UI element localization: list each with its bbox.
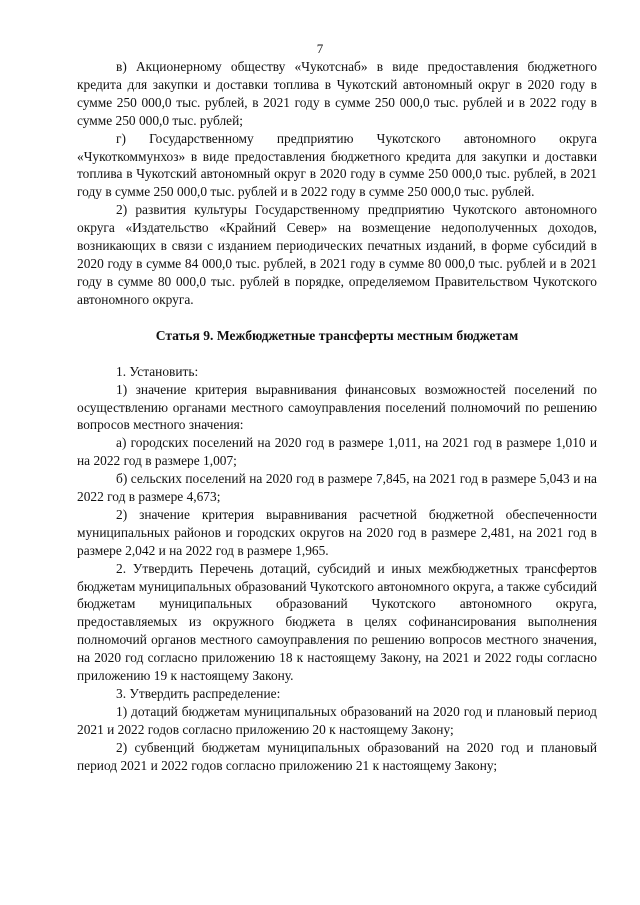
- paragraph-rural-settlements: б) сельских поселений на 2020 год в размере 7,845, на 2021 год в размере 5,043 и на 2022 год в размере 4,673;: [77, 471, 597, 505]
- paragraph-chukotsnab-credit: в) Акционерному обществу «Чукотснаб» в виде предоставления бюджетного кредита для закупки и доставки топлива в Чукотский автономный округ в 2020 году в сумме 250 000,0 тыс. рублей, в 2021 году в сумме 250 000,0 тыс. рублей и в 2022 году в сумме 250 000,0 тыс. рублей;: [77, 59, 597, 128]
- paragraph-approve-distribution: 3. Утвердить распределение:: [116, 686, 281, 701]
- paragraph-subventions: 2) субвенций бюджетам муниципальных образований на 2020 год и плановый период 2021 и 2022 годов согласно приложению 21 к настоящему Закону;: [77, 739, 597, 773]
- article-9-heading: Статья 9. Межбюджетные трансферты местным бюджетам: [155, 327, 519, 343]
- paragraph-approve-list: 2. Утвердить Перечень дотаций, субсидий и иных межбюджетных трансфертов бюджетам муниципальных образований Чукотского автономного округа, а также субсидий бюджетам муниципальных образований Чукотского автономного округа, предоставляемых из окружного бюджета в целях софинансирования выполнения полномочий органов местного самоуправления по решению вопросов местного значения, на 2020 год согласно приложению 18 к настоящему Закону, на 2021 и 2022 годы согласно приложению 19 к настоящему Закону.: [77, 560, 597, 684]
- paragraph-culture-subsidy: 2) развития культуры Государственному предприятию Чукотского автономного округа «Издательство «Крайний Север» на возмещение недополученных доходов, возникающих в связи с изданием периодических печатных изданий, в форме субсидий в 2020 году в сумме 84 000,0 тыс. рублей, в 2021 году в сумме 80 000,0 тыс. рублей и в 2021 году в сумме 80 000,0 тыс. рублей в порядке, определяемом Правительством Чукотского автономного округа.: [77, 202, 597, 307]
- paragraph-chukotkommunhoz-credit: г) Государственному предприятию Чукотского автономного округа «Чукоткоммунхоз» в виде предоставления бюджетного кредита для закупки и доставки топлива в Чукотский автономный округ в 2020 году в сумме 250 000,0 тыс. рублей, в 2021 году в сумме 250 000,0 тыс. рублей и в 2022 году в сумме 250 000,0 тыс. рублей.: [77, 130, 597, 200]
- paragraph-criterion-settlements: 1) значение критерия выравнивания финансовых возможностей поселений по осуществлению органами местного самоуправления поселений полномочий по решению вопросов местного значения:: [77, 381, 597, 433]
- page-number: 7: [316, 41, 324, 56]
- paragraph-establish: 1. Установить:: [116, 363, 199, 379]
- paragraph-urban-settlements: а) городских поселений на 2020 год в размере 1,011, на 2021 год в размере 1,010 и на 2022 год в размере 1,007;: [77, 435, 597, 469]
- paragraph-criterion-districts: 2) значение критерия выравнивания расчетной бюджетной обеспеченности муниципальных районов и городских округов на 2020 год в размере 2,481, на 2021 год в размере 2,042 и на 2022 год в размере 1,965.: [77, 506, 597, 558]
- document-body: [77, 58, 597, 775]
- paragraph-dotations: 1) дотаций бюджетам муниципальных образований на 2020 год и плановый период 2021 и 2022 годов согласно приложению 20 к настоящему Закону;: [77, 703, 597, 737]
